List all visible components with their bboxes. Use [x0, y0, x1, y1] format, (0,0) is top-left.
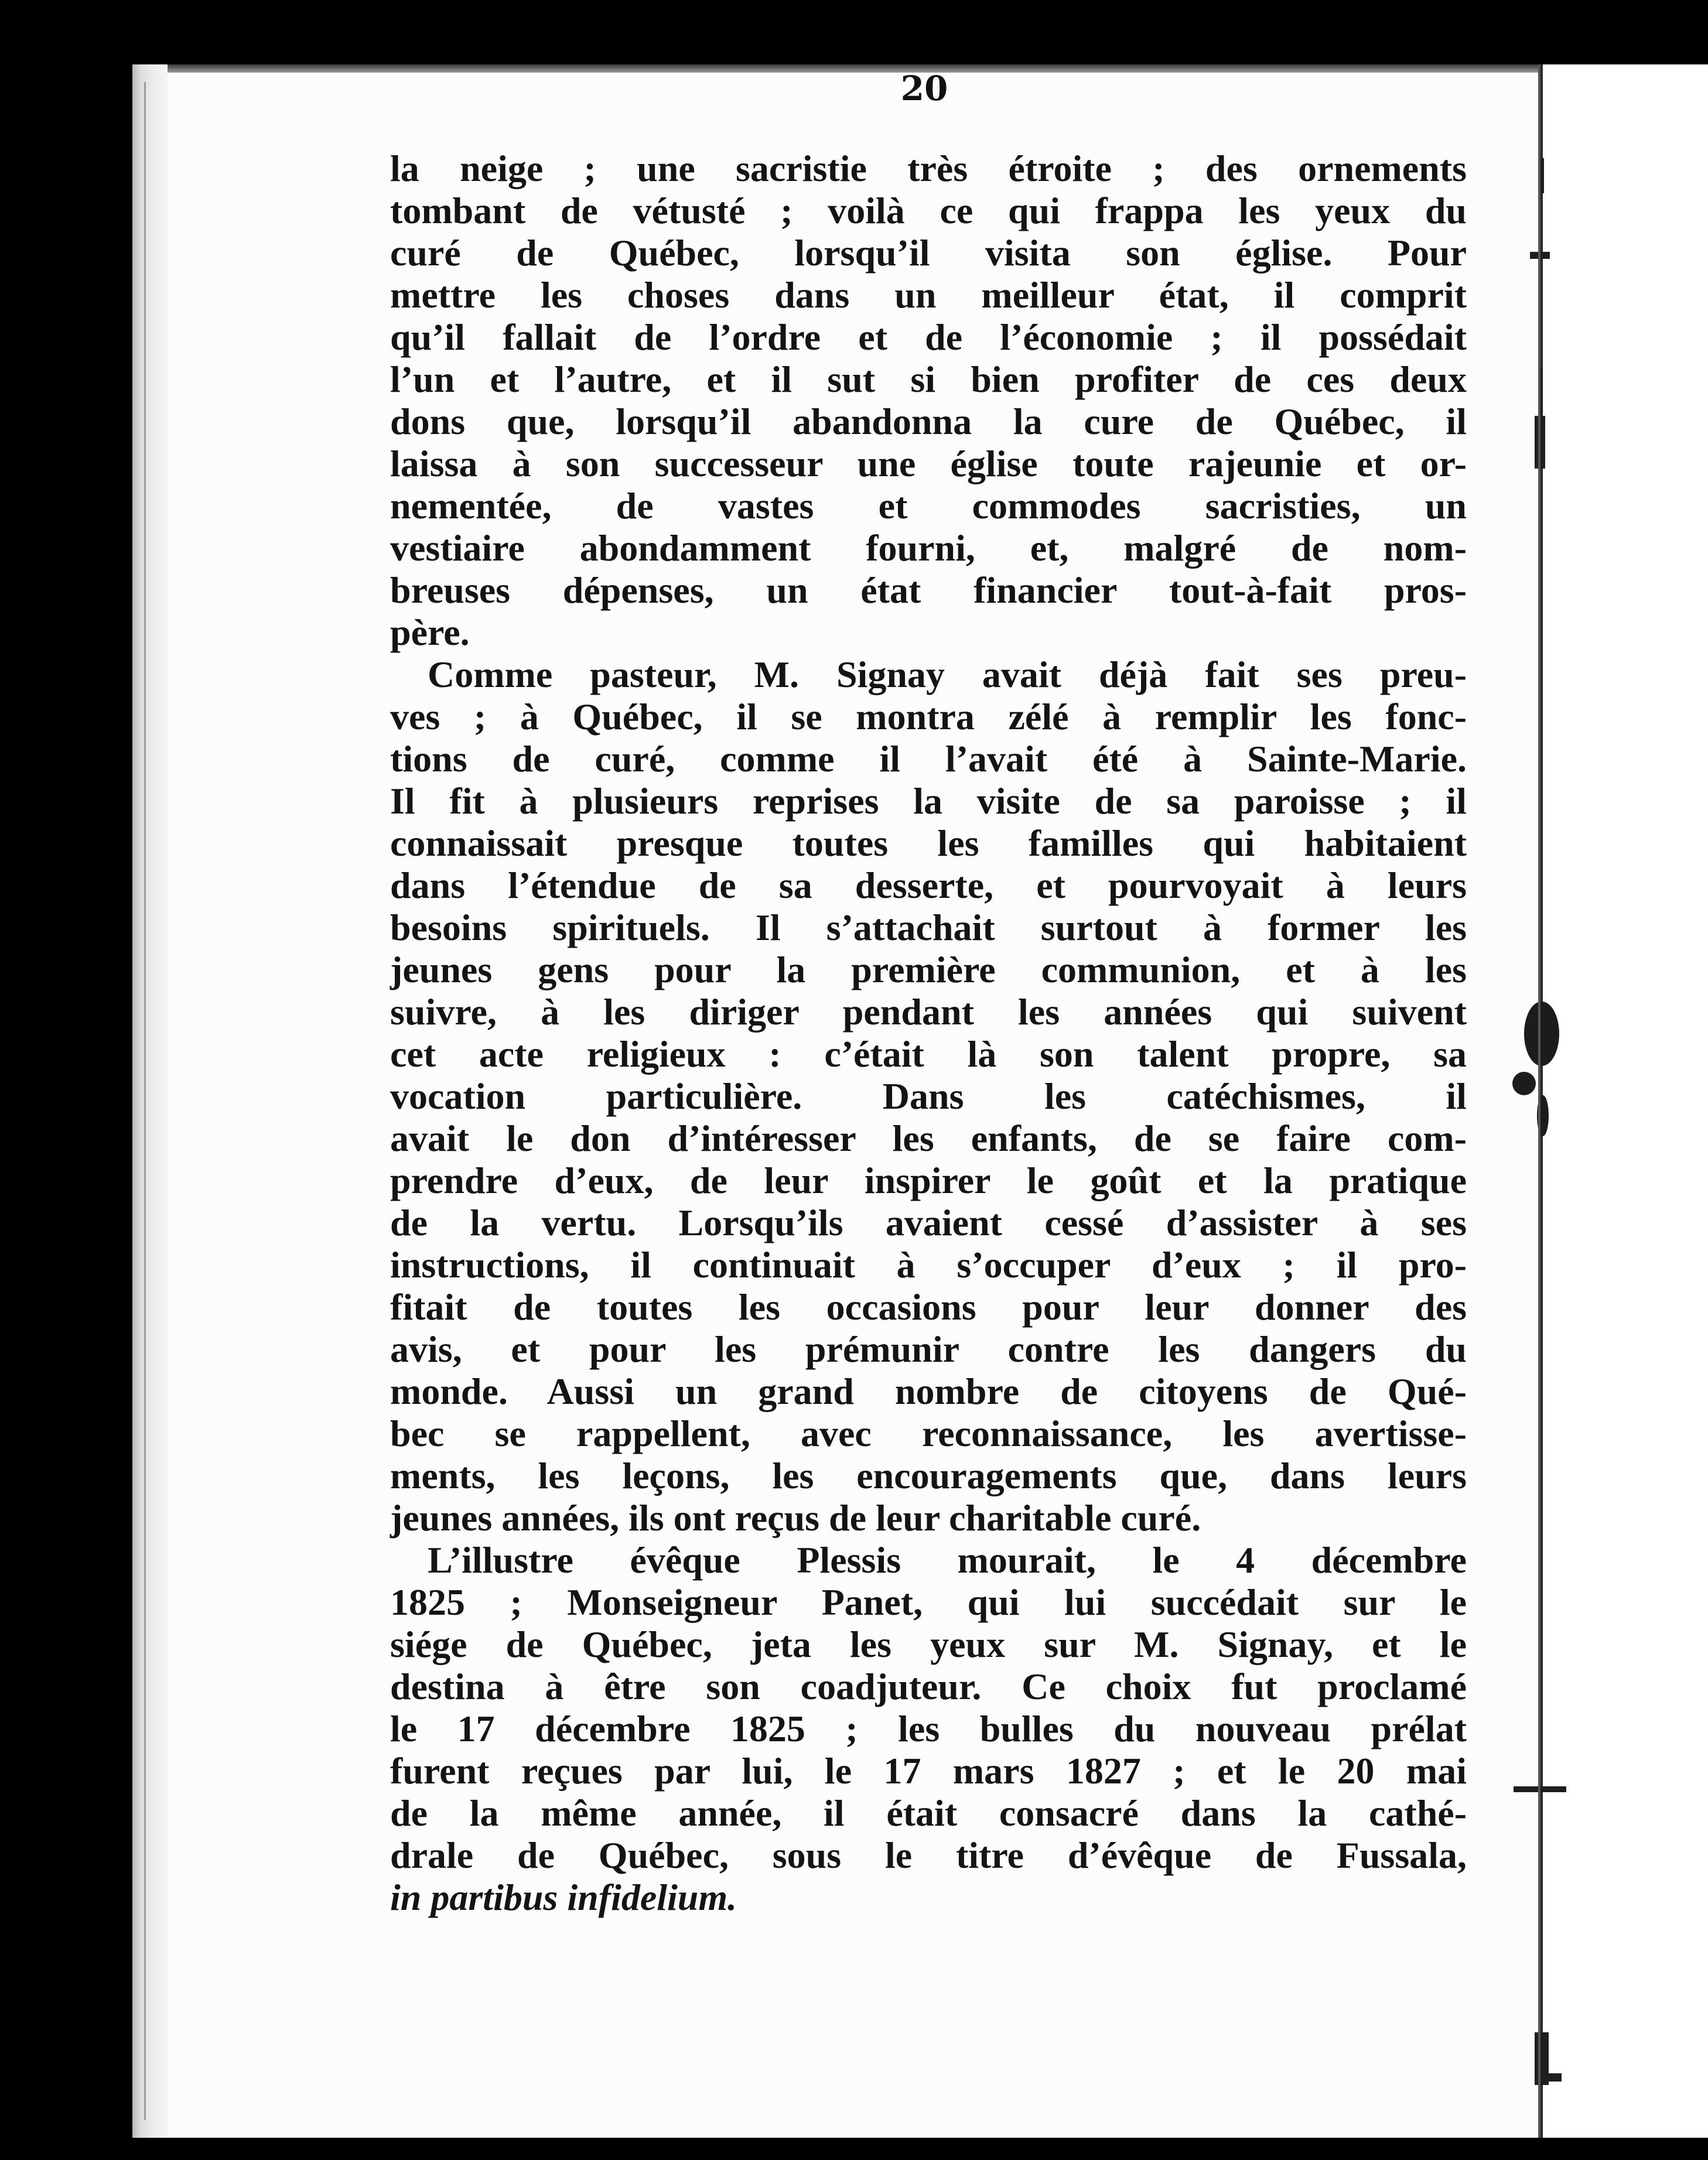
text-line: tombant de vétusté ; voilà ce qui frappa les yeux du — [390, 190, 1467, 231]
text-line: vocation particulière. Dans les catéchismes, il — [390, 1075, 1467, 1117]
text-line: l’un et l’autre, et il sut si bien profiter de ces deux — [390, 358, 1467, 400]
text-line: la neige ; une sacristie très étroite ; des ornements — [390, 148, 1467, 189]
scan-blot — [1524, 1002, 1559, 1066]
text-line: père. — [390, 611, 470, 653]
text-line: drale de Québec, sous le titre d’évêque de Fussala, — [390, 1834, 1467, 1876]
text-line: jeunes années, ils ont reçus de leur charitable curé. — [390, 1497, 1201, 1539]
text-line: tions de curé, comme il l’avait été à Sainte-Marie. — [390, 738, 1467, 780]
text-line: destina à être son coadjuteur. Ce choix fut proclamé — [390, 1666, 1467, 1707]
text-line: suivre, à les diriger pendant les années qui suivent — [390, 991, 1467, 1033]
text-line: dans l’étendue de sa desserte, et pourvoyait à leurs — [390, 864, 1467, 906]
text-line: vestiaire abondamment fourni, et, malgré de nom- — [390, 527, 1467, 569]
text-line: furent reçues par lui, le 17 mars 1827 ; et le 20 mai — [390, 1750, 1467, 1792]
text-line: prendre d’eux, de leur inspirer le goût et la pratique — [390, 1160, 1467, 1201]
page-gutter — [1538, 64, 1540, 2138]
text-line: instructions, il continuait à s’occuper d’eux ; il pro- — [390, 1244, 1467, 1286]
page-binding-edge — [132, 64, 168, 2138]
scanned-page — [132, 64, 1538, 2138]
text-line: L’illustre évêque Plessis mourait, le 4 décembre — [428, 1539, 1467, 1581]
text-line: laissa à son successeur une église toute rajeunie et or- — [390, 443, 1467, 484]
text-line: nementée, de vastes et commodes sacristies, un — [390, 485, 1467, 527]
text-line: connaissait presque toutes les familles qui habitaient — [390, 822, 1467, 864]
page-number: 20 — [900, 69, 948, 108]
text-line: de la vertu. Lorsqu’ils avaient cessé d’assister à ses — [390, 1202, 1467, 1243]
scan-blot — [1512, 1072, 1536, 1095]
text-line: mettre les choses dans un meilleur état, il comprit — [390, 274, 1467, 316]
text-line: qu’il fallait de l’ordre et de l’économie ; il possédait — [390, 316, 1467, 358]
text-line: siége de Québec, jeta les yeux sur M. Signay, et le — [390, 1624, 1467, 1665]
text-line: fitait de toutes les occasions pour leur donner des — [390, 1286, 1467, 1328]
text-line: jeunes gens pour la première communion, et à les — [390, 949, 1467, 990]
text-line: de la même année, il était consacré dans la cathé- — [390, 1792, 1467, 1834]
text-line: dons que, lorsqu’il abandonna la cure de Québec, il — [390, 401, 1467, 442]
text-line: breuses dépenses, un état financier tout-à-fait pros- — [390, 569, 1467, 611]
text-line: 1825 ; Monseigneur Panet, qui lui succédait sur le — [390, 1581, 1467, 1623]
text-line: cet acte religieux : c’était là son talent propre, sa — [390, 1033, 1467, 1075]
text-line: curé de Québec, lorsqu’il visita son église. Pour — [390, 232, 1467, 274]
text-line: monde. Aussi un grand nombre de citoyens de Qué- — [390, 1370, 1467, 1412]
text-line: Comme pasteur, M. Signay avait déjà fait ses preu- — [428, 654, 1467, 695]
text-line: avait le don d’intéresser les enfants, de se faire com- — [390, 1117, 1467, 1159]
body-text — [390, 148, 1467, 1919]
text-line: le 17 décembre 1825 ; les bulles du nouveau prélat — [390, 1708, 1467, 1749]
text-line: ments, les leçons, les encouragements que, dans leurs — [390, 1455, 1467, 1496]
text-line: bec se rappellent, avec reconnaissance, les avertisse- — [390, 1413, 1467, 1454]
text-line: besoins spirituels. Il s’attachait surtout à former les — [390, 907, 1467, 948]
scan-margin — [1540, 64, 1708, 2138]
text-line: in partibus infidelium. — [390, 1877, 737, 1918]
text-line: Il fit à plusieurs reprises la visite de sa paroisse ; il — [390, 780, 1467, 822]
text-line: ves ; à Québec, il se montra zélé à remplir les fonc- — [390, 696, 1467, 737]
text-line: avis, et pour les prémunir contre les dangers du — [390, 1328, 1467, 1370]
